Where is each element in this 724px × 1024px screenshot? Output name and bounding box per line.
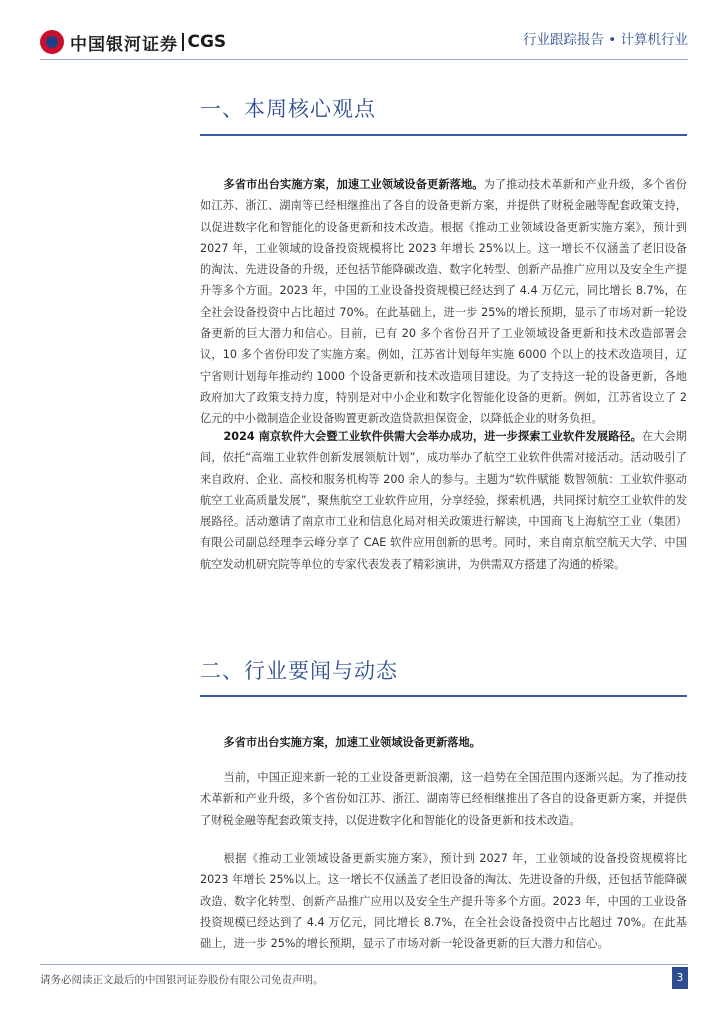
section2-title: 二、行业要闻与动态 (200, 659, 398, 683)
section1-p1-lead: 多省市出台实施方案，加速工业领域设备更新落地。 (223, 178, 484, 191)
section1-p1-body: 为了推动技术革新和产业升级，多个省份如江苏、浙江、湖南等已经相继推出了各自的设备更新方案，并提供了财税金融等配套政策支持，以促进数字化和智能化的设备更新和技术改造。根据《推动工业领域设备更新实施方案》，预计到 2027 年，工业领域的设备投资规模将比 2023 年增长 25%以上。这一增长不仅涵盖了老旧设备的淘汰、先进设备的升级，还包括节能降碳改造、数字化转型、创新产品推广应用以及安全生产提升等多个方面。2023 年，中国的工业设备投资规模已经达到了 4.4 万亿元，同比增长 8.7%，在全社会设备投资中占比超过 70%。在此基础上，进一步 25%的增长预期，显示了市场对新一轮设备更新的巨大潜力和信心。目前，已有 20 多个省份召开了工业领域设备更新和技术改造部署会议，10 多个省份印发了实施方案。例如，江苏省计划每年实施 6000 个以上的技术改造项目，辽宁省则计划每年推动约 1000 个设备更新和技术改造项目建设。为了支持这一轮的设备更新，各地政府加大了政策支持力度，特别是对中小企业和数字化智能化设备的更新。例如，江苏省设立了 2 亿元的中小微制造企业设备购置更新改造贷款担保资金，以降低企业的财务负担。 (200, 178, 687, 426)
logo-en-text: CGS (187, 32, 227, 52)
page-header (0, 0, 724, 60)
logo-cn-text: 中国银河证券 (70, 34, 178, 55)
section2-rule (200, 695, 687, 697)
section1-paragraph-1 (200, 174, 687, 430)
company-logo (40, 28, 226, 56)
header-divider (40, 59, 688, 60)
section1-p2-body: 在大会期间，依托“高端工业软件创新发展领航计划”，成功举办了航空工业软件供需对接活动。活动吸引了来自政府、企业、高校和服务机构等 200 余人的参与。主题为“软件赋能 数智领航：工业软件驱动航空工业高质量发展”，聚焦航空工业软件应用，分享经验，探索机遇，共同探讨航空工业软件的发展路径。活动邀请了南京市工业和信息化局对相关政策进行解读，中国商飞上海航空工业（集团）有限公司副总经理李云峰分享了 CAE 软件应用创新的思考。同时，来自南京航空航天大学、中国航空发动机研究院等单位的专家代表发表了精彩演讲，为供需双方搭建了沟通的桥梁。 (200, 430, 687, 571)
section1-rule (200, 134, 687, 136)
section2-subtitle (200, 732, 687, 753)
footer-disclaimer: 请务必阅读正文最后的中国银河证券股份有限公司免责声明。 (40, 974, 324, 986)
page-number: 3 (672, 967, 688, 989)
section1-title: 一、本周核心观点 (200, 97, 376, 121)
section2-paragraph-2: 根据《推动工业领域设备更新实施方案》，预计到 2027 年，工业领域的设备投资规模将比 2023 年增长 25%以上。这一增长不仅涵盖了老旧设备的淘汰、先进设备的升级，还包括节能降碳改造、数字化转型、创新产品推广应用以及安全生产提升等多个方面。2023 年，中国的工业设备投资规模已经达到了 4.4 万亿元，同比增长 8.7%，在全社会设备投资中占比超过 70%。在此基础上，进一步 25%的增长预期，显示了市场对新一轮设备更新的巨大潜力和信心。 (200, 852, 687, 951)
section1-p2-lead: 2024 南京软件大会暨工业软件供需大会举办成功，进一步探索工业软件发展路径。 (223, 430, 642, 443)
report-type-label: 行业跟踪报告 • 计算机行业 (522, 32, 688, 48)
section1-paragraph-2 (200, 426, 687, 575)
logo-divider (182, 33, 184, 51)
footer-divider (40, 964, 688, 965)
section2-subtitle-text: 多省市出台实施方案，加速工业领域设备更新落地。 (223, 736, 481, 749)
section2-paragraph-1: 当前，中国正迎来新一轮的工业设备更新浪潮，这一趋势在全国范围内逐渐兴起。为了推动技术革新和产业升级，多个省份如江苏、浙江、湖南等已经相继推出了各自的设备更新方案，并提供了财税金融等配套政策支持，以促进数字化和智能化的设备更新和技术改造。 (200, 771, 687, 827)
logo-icon (40, 30, 64, 54)
